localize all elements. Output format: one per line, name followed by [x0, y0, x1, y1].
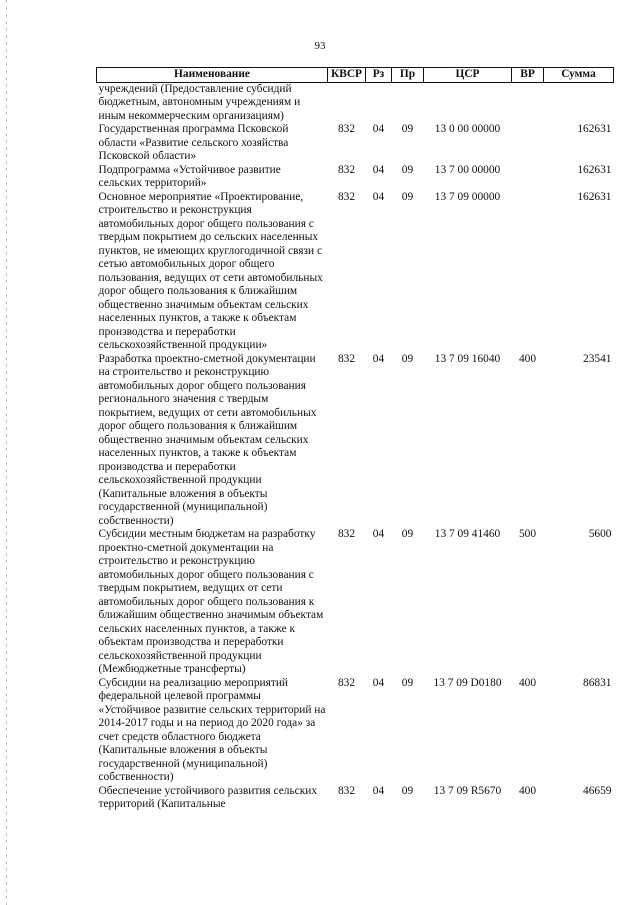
row-rz: 04 — [372, 676, 385, 689]
row-csr: 13 0 00 00000 — [434, 123, 501, 135]
row-kvsr: 832 — [337, 784, 356, 797]
row-sum: 162631 — [577, 163, 612, 176]
row-name: Государственная программа Псковской области «Развитие сельского хозяйства Псковской области» — [98, 123, 289, 162]
row-pr — [392, 82, 424, 123]
row-csr: 13 7 00 00000 — [434, 163, 501, 176]
table-body — [97, 82, 614, 812]
row-csr: 13 7 09 R5670 — [433, 784, 502, 797]
scan-edge-mark — [6, 0, 7, 905]
row-kvsr: 832 — [337, 123, 356, 135]
row-name: Основное мероприятие «Проектирование, строительство и реконструкция автомобильных дорог общего пользования с твердым покрытием до сельских населенных пунктов, не имеющих круглогодичной связи с сетью автомобильных дорог общего пользования, ведущих от сети автомобильных дорог общего пользования к ближайшим общественно значимым объектам сельских населенных пунктов, а также к объектам производства и переработки сельскохозяйственной продукции» — [98, 190, 323, 351]
row-vr: 500 — [518, 528, 537, 540]
row-vr — [512, 191, 544, 353]
row-kvsr: 832 — [337, 352, 356, 365]
row-rz: 04 — [372, 123, 385, 135]
row-name: учреждений (Предоставление субсидий бюджетным, автономным учреждениям и иным некоммерческим организациям) — [98, 82, 301, 122]
row-sum — [544, 82, 614, 123]
row-csr: 13 7 09 00000 — [434, 190, 501, 203]
row-sum: 46659 — [583, 784, 612, 797]
row-vr — [512, 164, 544, 191]
page-number: 93 — [314, 40, 326, 52]
row-sum: 5600 — [588, 528, 612, 540]
header-vr: ВР — [512, 68, 544, 83]
table-row — [97, 785, 614, 812]
row-kvsr: 832 — [337, 163, 356, 176]
row-vr: 400 — [518, 784, 537, 797]
row-kvsr: 832 — [337, 528, 356, 540]
row-pr: 09 — [401, 352, 414, 365]
header-csr: ЦСР — [424, 68, 512, 83]
row-pr: 09 — [401, 163, 414, 176]
header-rz: Рз — [366, 68, 392, 83]
row-vr — [512, 82, 544, 123]
table-row — [97, 353, 614, 529]
table-row — [97, 82, 614, 123]
row-kvsr — [328, 82, 366, 123]
row-vr: 400 — [518, 676, 537, 689]
table-row — [97, 677, 614, 785]
row-pr: 09 — [401, 190, 414, 203]
table-header — [97, 68, 614, 83]
row-kvsr: 832 — [337, 676, 356, 689]
table-row — [97, 123, 614, 164]
row-pr: 09 — [401, 123, 414, 135]
budget-table — [96, 67, 614, 812]
table-row — [97, 191, 614, 353]
header-row — [97, 68, 614, 83]
row-csr — [424, 82, 512, 123]
row-csr: 13 7 09 41460 — [434, 528, 501, 540]
row-name: Разработка проектно-сметной документации на строительство и реконструкцию автомобильных дорог общего пользования регионального значения с твердым покрытием, ведущих от сети автомобильных дорог общего пользования к ближайшим общественно значимым объектам сельских населенных пунктов, а также к объектам производства и переработки сельскохозяйственной продукции (Капитальные вложения в объекты государственной (муниципальной) собственности) — [98, 352, 317, 527]
row-pr: 09 — [401, 784, 414, 797]
row-csr: 13 7 09 D0180 — [433, 676, 502, 689]
row-sum: 86831 — [583, 676, 612, 689]
header-sum: Сумма — [544, 68, 614, 83]
row-pr: 09 — [401, 528, 414, 540]
row-name: Субсидии местным бюджетам на разработку проектно-сметной документации на строительство и реконструкцию автомобильных дорог общего пользования с твердым покрытием, ведущих от сети автомобильных дорог общего пользования к ближайшим общественно значимым объектам сельских населенных пунктов, а также к объектам производства и переработки сельскохозяйственной продукции (Межбюджетные трансферты) — [98, 528, 324, 675]
row-rz: 04 — [372, 163, 385, 176]
row-rz: 04 — [372, 784, 385, 797]
header-name: Наименование — [97, 68, 328, 83]
row-pr: 09 — [401, 676, 414, 689]
header-kvsr: КВСР — [328, 68, 366, 83]
row-vr — [512, 123, 544, 164]
row-vr: 400 — [518, 352, 537, 365]
row-sum: 23541 — [583, 352, 612, 365]
row-rz — [366, 82, 392, 123]
table-row — [97, 164, 614, 191]
row-name: Субсидии на реализацию мероприятий федеральной целевой программы «Устойчивое развитие сельских территорий на 2014-2017 годы и на период до 2020 года» за счет средств областного бюджета (Капитальные вложения в объекты государственной (муниципальной) собственности) — [98, 676, 326, 783]
table-row — [97, 528, 614, 677]
row-kvsr: 832 — [337, 190, 356, 203]
row-csr: 13 7 09 16040 — [434, 352, 501, 365]
header-pr: Пр — [392, 68, 424, 83]
row-rz: 04 — [372, 190, 385, 203]
row-rz: 04 — [372, 352, 385, 365]
row-rz: 04 — [372, 528, 385, 540]
row-name: Обеспечение устойчивого развития сельских территорий (Капитальные — [98, 784, 318, 810]
row-sum: 162631 — [577, 190, 612, 203]
row-name: Подпрограмма «Устойчивое развитие сельских территорий» — [98, 163, 281, 189]
row-sum: 162631 — [577, 123, 612, 135]
